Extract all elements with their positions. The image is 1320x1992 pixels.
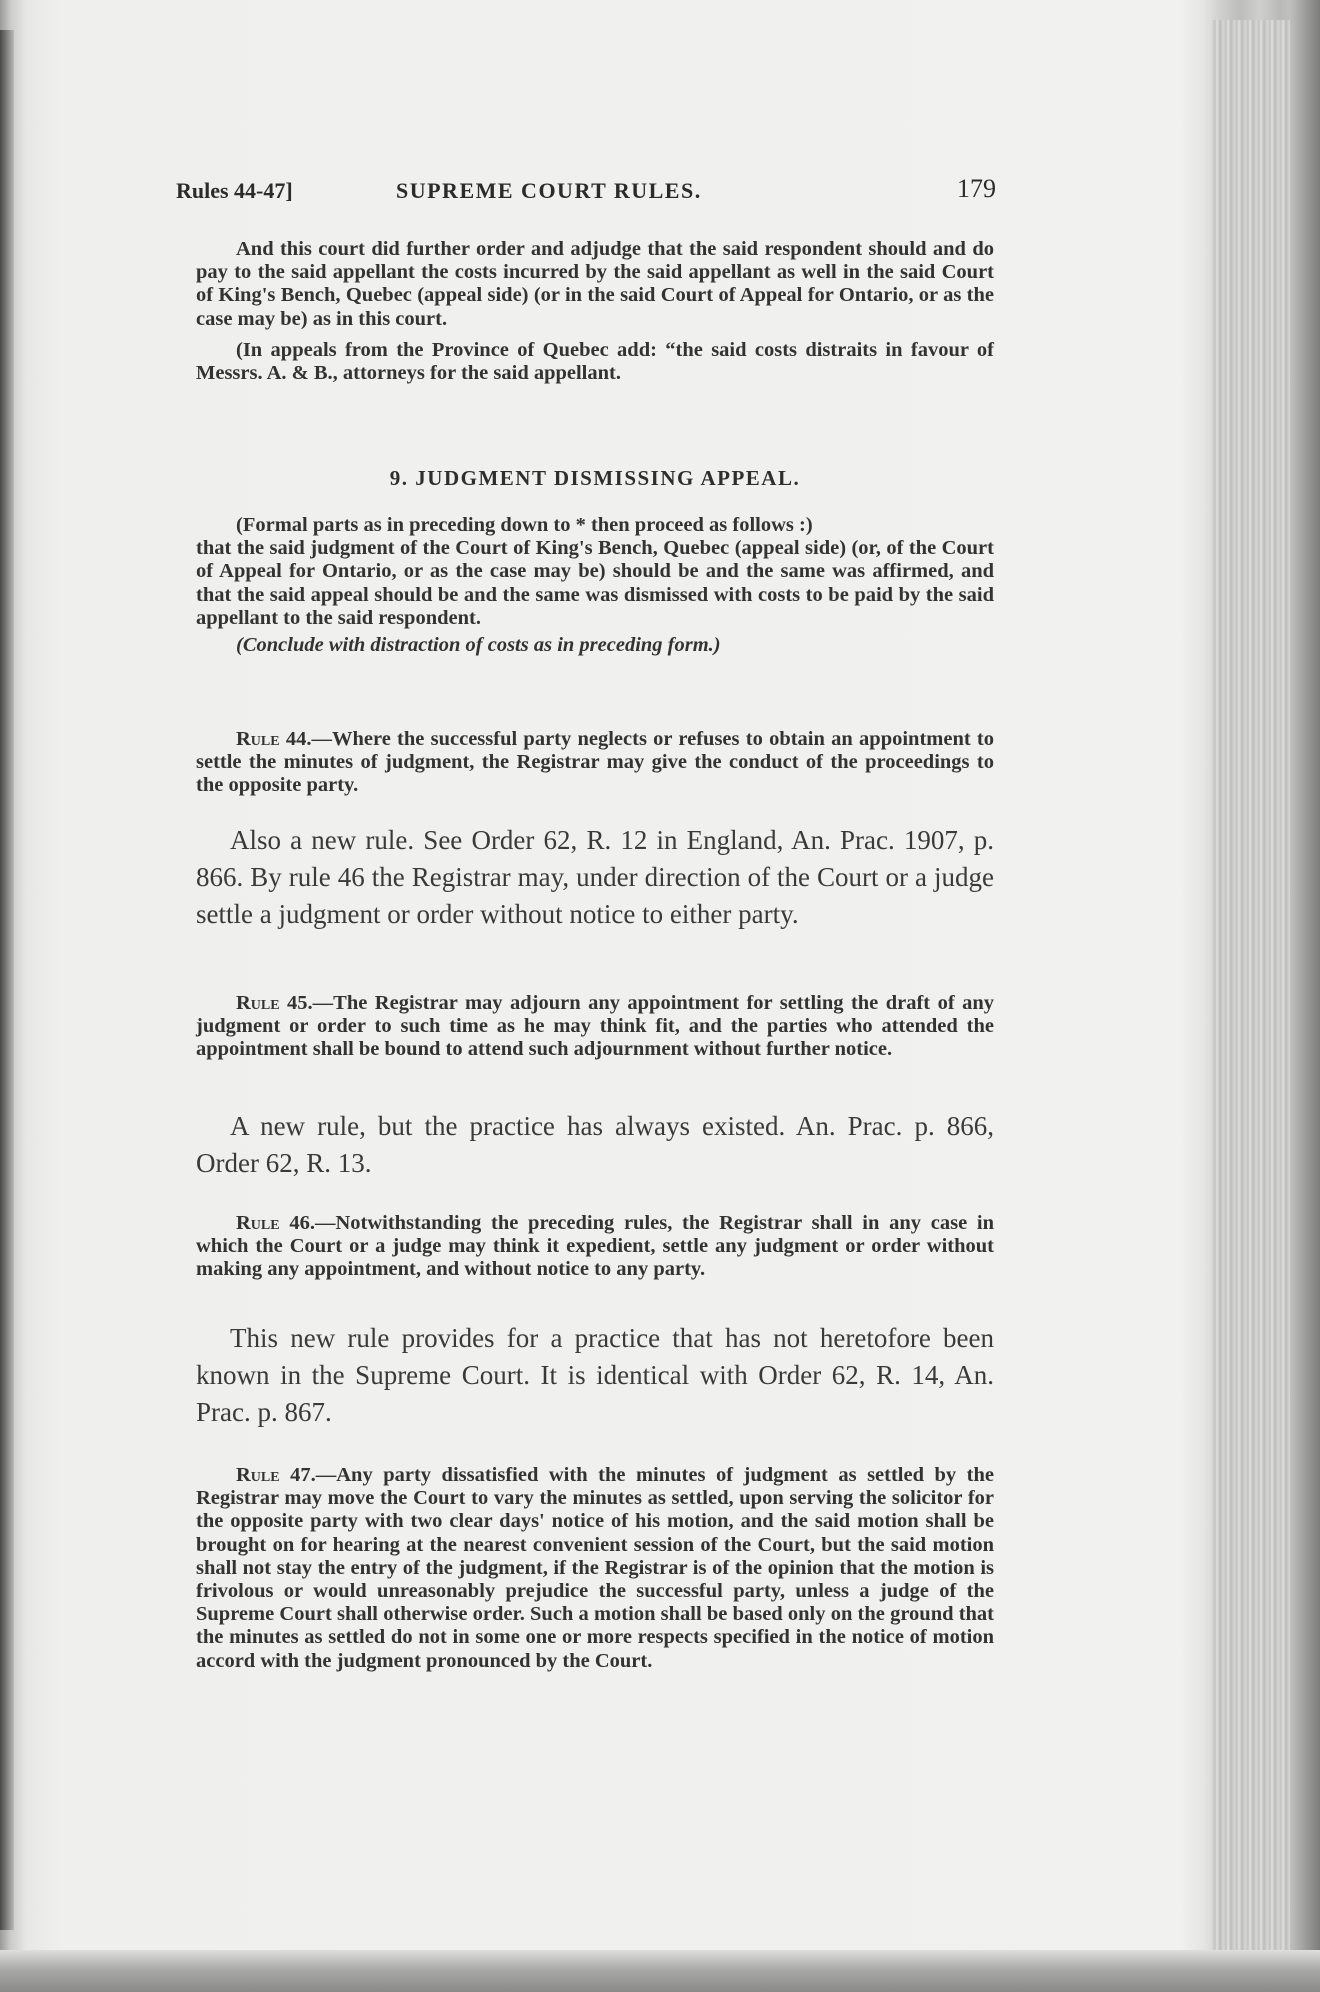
- form-9-judgment-text: that the said judgment of the Court of King's Bench, Quebec (appeal side) (or, of the Court of Appeal for Ontario, or as the case may be) should be and the same was affirmed, and that the said appeal should be and the same was dismissed with costs to be paid by the said appellant to the said respondent.: [196, 537, 994, 629]
- rule-46-annotation: [196, 1320, 994, 1431]
- form-9-heading: 9. JUDGMENT DISMISSING APPEAL.: [389, 466, 801, 490]
- rule-44: [196, 728, 994, 798]
- rule-45-annotation: [196, 1108, 994, 1182]
- rule-46-note: This new rule provides for a practice that has not heretofore been known in the Supreme Court. It is identical with Order 62, R. 14, An. Prac. p. 867.: [196, 1323, 994, 1427]
- form-9-formal-parts: (Formal parts as in preceding down to * then proceed as follows :): [236, 514, 813, 536]
- form-8-costs-paragraph: And this court did further order and adjudge that the said respondent should and do pay to the said appellant the costs incurred by the said appellant as well in the said Court of King's Bench, Quebec (appeal side) (or in the said Court of Appeal for Ontario, or as the case may be) as in this court.: [196, 238, 994, 330]
- rule-47-label: Rule 47.: [236, 1464, 316, 1486]
- rule-45-note: A new rule, but the practice has always existed. An. Prac. p. 866, Order 62, R. 13.: [196, 1111, 994, 1178]
- rule-44-annotation: [196, 822, 994, 933]
- form-9-body: [196, 514, 994, 657]
- rule-46: [196, 1212, 994, 1282]
- form-9-conclude-note: (Conclude with distraction of costs as in preceding form.): [236, 634, 721, 657]
- rule-45-text: —The Registrar may adjourn any appointment for settling the draft of any judgment or order to such time as he may think fit, and the parties who attended the appointment shall be bound to attend such adjournment without further notice.: [196, 992, 994, 1061]
- form-8-conclusion: [196, 238, 994, 385]
- rule-45: [196, 992, 994, 1062]
- rule-47-text: —Any party dissatisfied with the minutes of judgment as settled by the Registrar may move the Court to vary the minutes as settled, upon serving the solicitor for the opposite party with two clear days' notice of his motion, and the said motion shall be brought on for hearing at the nearest convenient session of the Court, but the said motion shall not stay the entry of the judgment, if the Registrar is of the opinion that the motion is frivolous or would unreasonably prejudice the successful party, unless a judge of the Supreme Court shall otherwise order. Such a motion shall be based only on the ground that the minutes as settled do not in some one or more respects specified in the notice of motion accord with the judgment pronounced by the Court.: [196, 1464, 994, 1672]
- rule-44-note: Also a new rule. See Order 62, R. 12 in England, An. Prac. 1907, p. 866. By rule 46 the Registrar may, under direction of the Court or a judge settle a judgment or order without notice to either party.: [196, 825, 994, 929]
- rule-46-text: —Notwithstanding the preceding rules, the Registrar shall in any case in which the Court or a judge may think it expedient, settle any judgment or order without making any appointment, and without notice to any party.: [196, 1212, 995, 1281]
- running-head: [176, 174, 996, 214]
- form-8-quebec-paragraph: (In appeals from the Province of Quebec add: “the said costs distraits in favour of Messrs. A. & B., attorneys for the said appellant.: [196, 338, 994, 385]
- page-number: 179: [957, 174, 996, 203]
- rule-44-text: —Where the successful party neglects or refuses to obtain an appointment to settle the minutes of judgment, the Registrar may give the conduct of the proceedings to the opposite party.: [196, 728, 994, 797]
- running-head-title: SUPREME COURT RULES.: [396, 178, 702, 203]
- running-head-section: Rules 44-47]: [176, 178, 293, 203]
- rule-46-label: Rule 46.: [236, 1212, 315, 1234]
- rule-44-label: Rule 44.: [236, 728, 312, 750]
- rule-47: [196, 1464, 994, 1673]
- rule-45-label: Rule 45.: [236, 992, 313, 1014]
